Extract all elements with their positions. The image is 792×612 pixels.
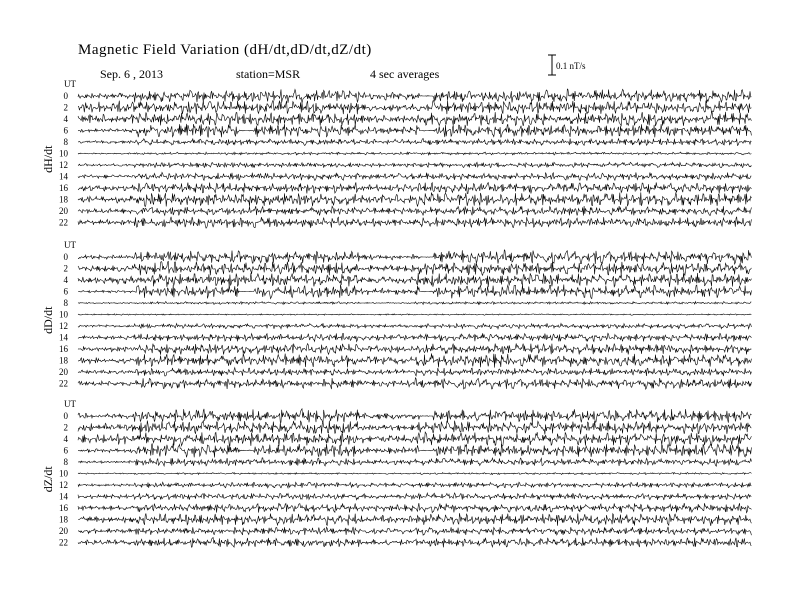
scale-bar [548,55,586,75]
panel-ylabel: dZ/dt [41,466,55,493]
panel-ylabel: dH/dt [41,145,55,173]
trace-line [78,217,751,228]
trace-line [78,368,751,376]
trace-line [78,182,751,193]
hour-label: 12 [59,160,68,170]
trace-line [78,192,751,206]
hour-label: 4 [63,114,68,124]
panels-group [41,79,751,548]
hour-label: 8 [63,457,68,467]
hour-label: 10 [59,309,68,320]
station-label: station=MSR [236,67,301,81]
trace-line [78,100,751,114]
hour-label: 14 [59,171,68,182]
panel-dH-dt [41,79,751,228]
panel-dZ-dt [41,399,751,548]
trace-line [78,206,751,216]
trace-line [78,138,751,145]
hour-label: 20 [59,206,68,216]
trace-line [78,409,751,423]
hour-label: 22 [59,378,68,389]
trace-line [78,172,751,180]
hour-label: 16 [59,503,68,513]
hour-label: 8 [63,137,68,147]
hour-label: 22 [59,217,68,228]
trace-line [78,473,751,475]
hour-label: 12 [59,321,68,331]
trace-line [78,112,751,126]
trace-line [78,314,751,315]
trace-line [78,443,751,457]
hour-label: 18 [59,514,68,525]
hour-label: 6 [63,286,68,297]
hour-label: 6 [63,445,68,456]
ut-label: UT [64,240,76,250]
trace-line [78,333,751,341]
hour-label: 22 [59,537,68,548]
hour-label: 0 [63,91,68,101]
scale-bar-label: 0.1 nT/s [556,61,586,71]
hour-label: 14 [59,491,68,502]
hour-label: 20 [59,367,68,377]
trace-line [78,513,751,526]
ut-label: UT [64,79,76,89]
trace-line [78,493,751,500]
hour-label: 20 [59,526,68,536]
hour-label: 0 [63,411,68,421]
hour-label: 18 [59,194,68,205]
hour-label: 12 [59,480,68,490]
trace-line [78,527,751,535]
trace-line [78,503,751,513]
hour-label: 6 [63,125,68,136]
trace-line [78,421,751,435]
hour-label: 8 [63,298,68,308]
panel-dD-dt [41,240,751,389]
trace-line [78,261,751,275]
hour-label: 16 [59,183,68,193]
trace-line [78,482,751,488]
trace-line [78,323,751,329]
trace-line [78,458,751,466]
trace-line [78,152,751,155]
hour-label: 4 [63,434,68,444]
trace-line [78,162,751,167]
trace-line [78,378,751,389]
hour-label: 4 [63,275,68,285]
trace-line [78,432,751,446]
date-label: Sep. 6 , 2013 [100,67,163,81]
trace-line [78,538,751,548]
hour-label: 0 [63,252,68,262]
trace-line [78,353,751,367]
trace-line [78,285,751,299]
trace-line [78,124,751,138]
hour-label: 2 [63,102,68,113]
hour-label: 16 [59,344,68,354]
ut-label: UT [64,399,76,409]
panel-ylabel: dD/dt [41,306,55,334]
chart-title: Magnetic Field Variation (dH/dt,dD/dt,dZ/dt) [78,42,372,58]
hour-label: 2 [63,422,68,433]
hour-label: 10 [59,148,68,159]
trace-line [78,273,751,287]
hour-label: 2 [63,263,68,274]
hour-label: 18 [59,355,68,366]
hour-label: 14 [59,332,68,343]
trace-line [78,343,751,354]
trace-line [78,89,751,103]
trace-line [78,250,751,264]
trace-line [78,302,751,305]
hour-label: 10 [59,468,68,479]
averaging-label: 4 sec averages [370,67,440,81]
